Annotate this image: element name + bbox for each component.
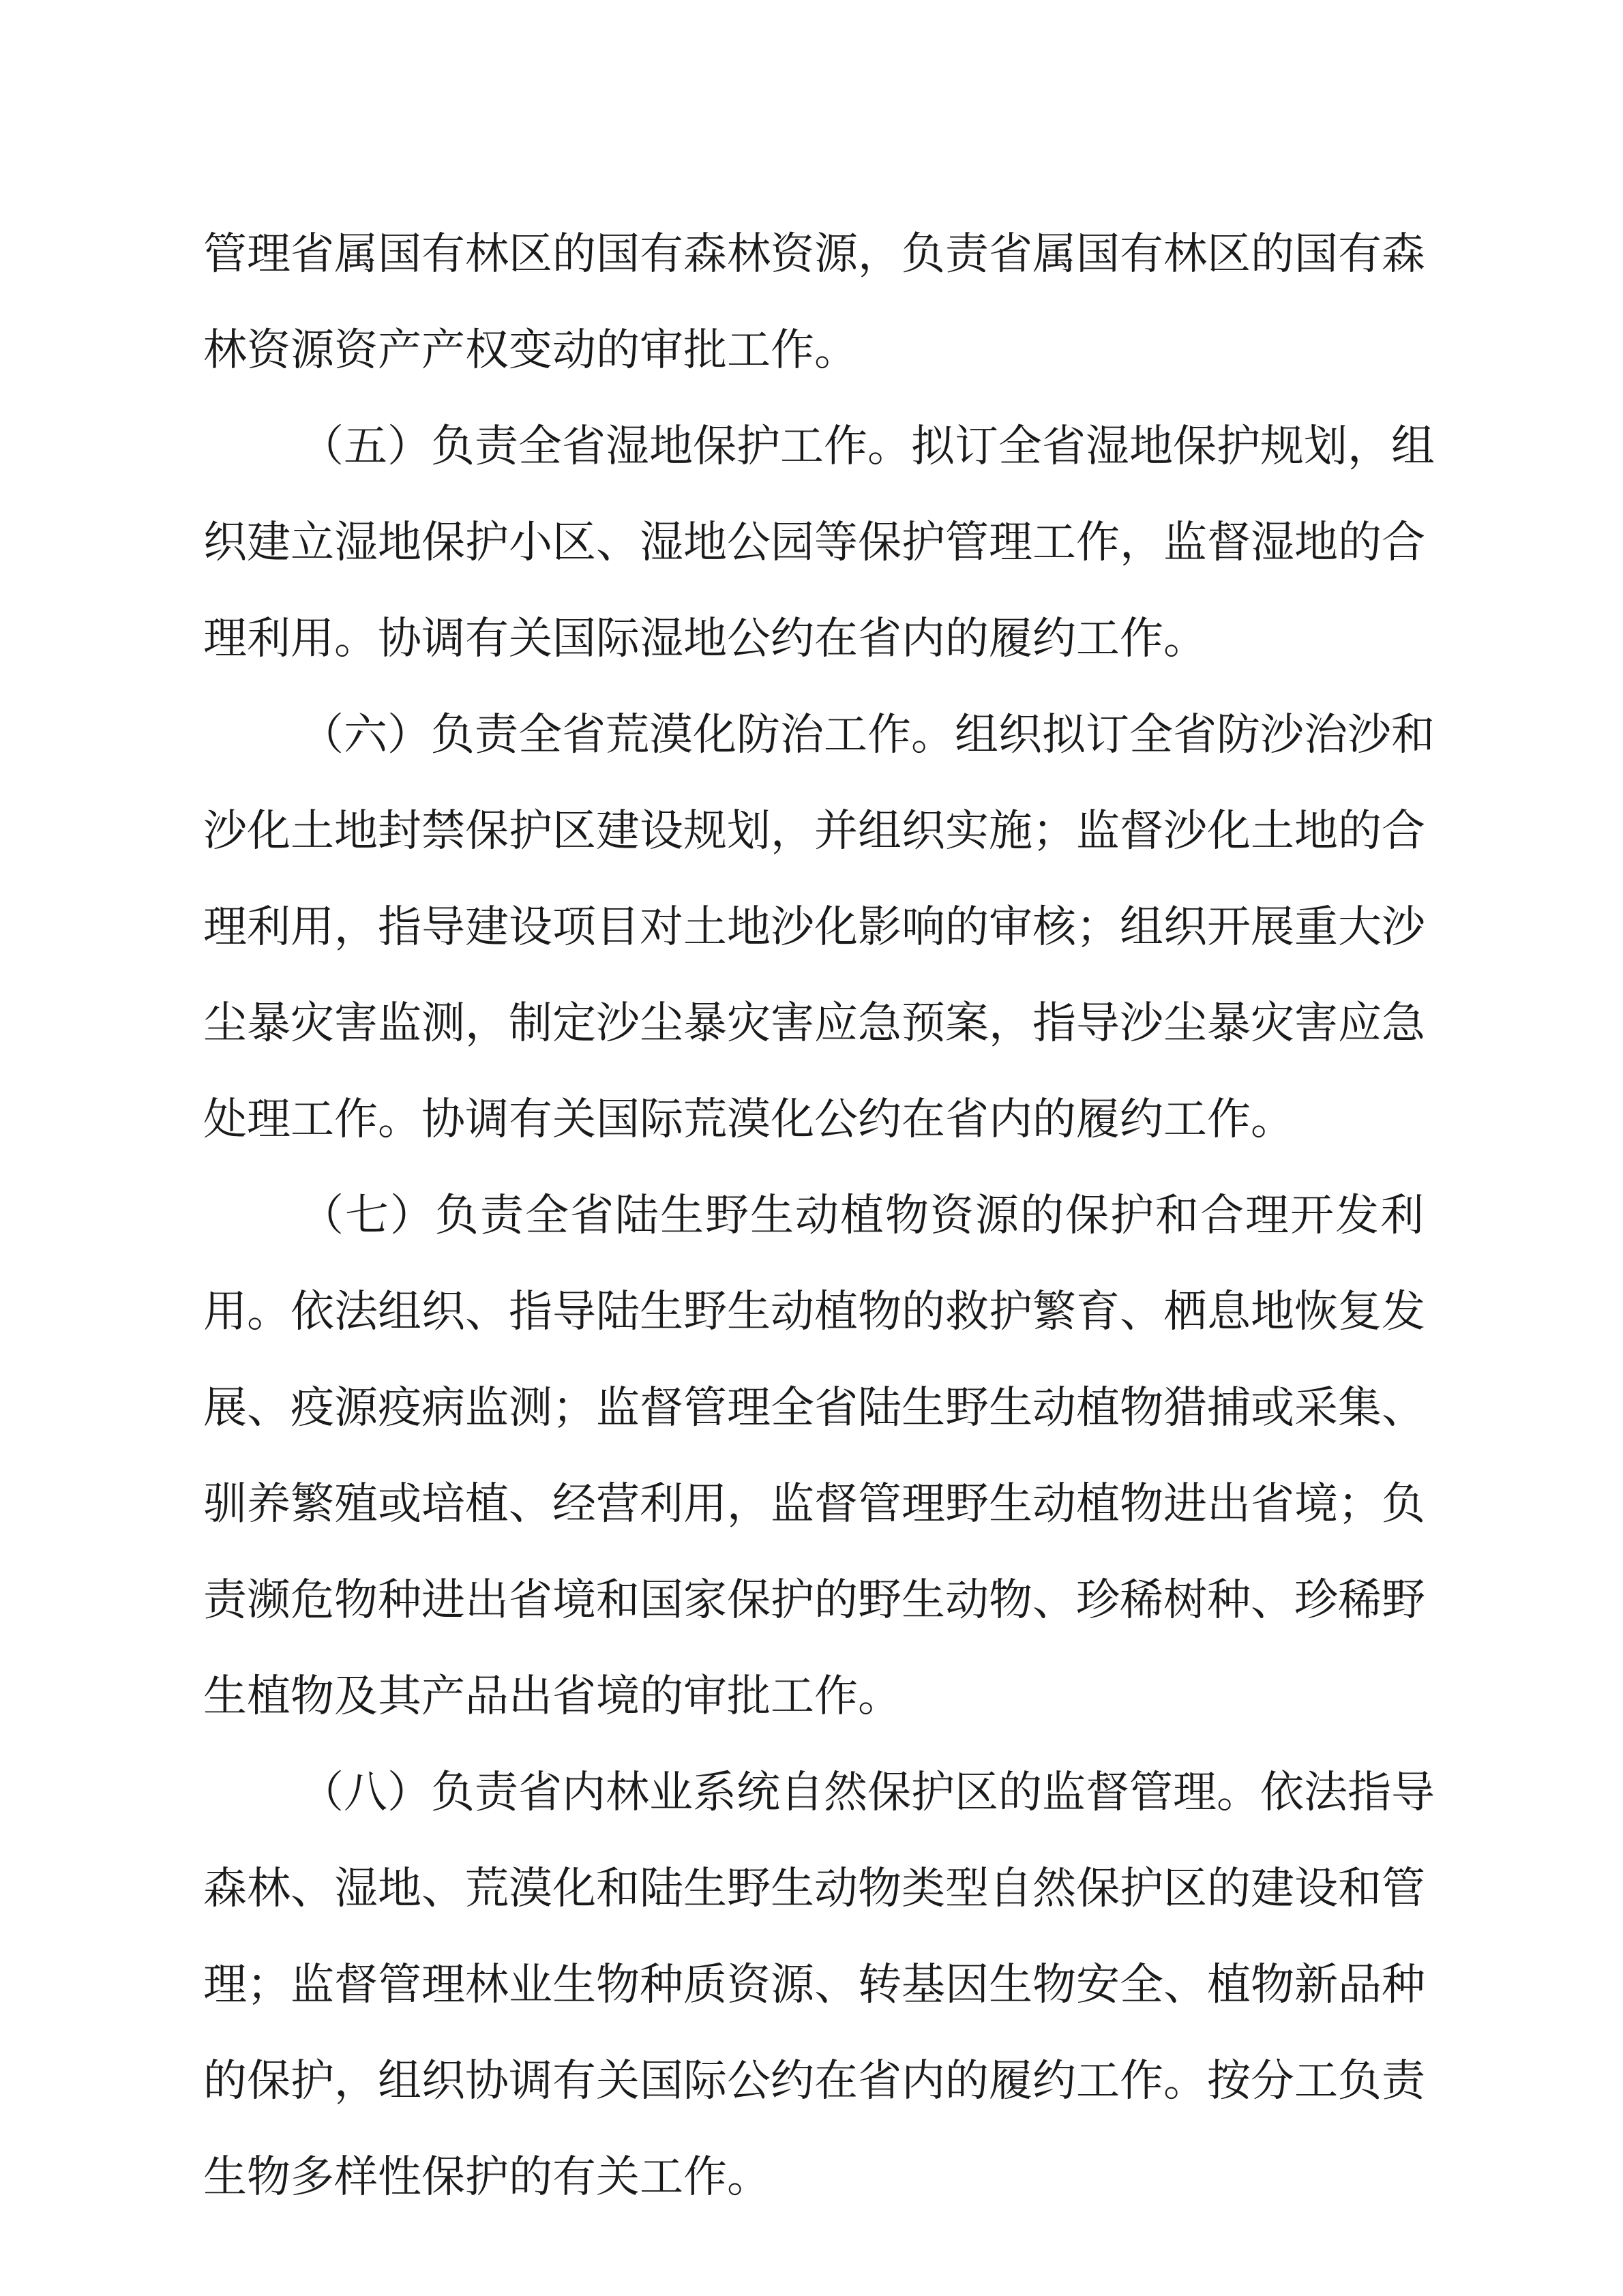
paragraph-4-line-5: 责濒危物种进出省境和国家保护的野生动物、珍稀树种、珍稀野	[203, 1575, 1425, 1626]
paragraph-3-line-3: 理利用，指导建设项目对土地沙化影响的审核；组织开展重大沙	[203, 902, 1425, 953]
paragraph-3-line-2: 沙化土地封禁保护区建设规划，并组织实施；监督沙化土地的合	[203, 806, 1425, 856]
paragraph-2-line-2: 织建立湿地保护小区、湿地公园等保护管理工作，监督湿地的合	[203, 518, 1425, 568]
paragraph-4-line-1: （七）负责全省陆生野生动植物资源的保护和合理开发利	[300, 1191, 1424, 1241]
paragraph-5-line-2: 森林、湿地、荒漠化和陆生野生动物类型自然保护区的建设和管	[203, 1864, 1425, 1914]
paragraph-2-line-1: （五）负责全省湿地保护工作。拟订全省湿地保护规划，组	[300, 421, 1435, 472]
paragraph-2-line-3: 理利用。协调有关国际湿地公约在省内的履约工作。	[203, 614, 1207, 664]
paragraph-4-line-2: 用。依法组织、指导陆生野生动植物的救护繁育、栖息地恢复发	[203, 1287, 1425, 1337]
paragraph-5-line-4: 的保护，组织协调有关国际公约在省内的履约工作。按分工负责	[203, 2056, 1425, 2106]
paragraph-5-line-1: （八）负责省内林业系统自然保护区的监督管理。依法指导	[300, 1768, 1435, 1818]
paragraph-5-line-3: 理；监督管理林业生物种质资源、转基因生物安全、植物新品种	[203, 1960, 1425, 2010]
paragraph-1-line-2: 林资源资产产权变动的审批工作。	[203, 325, 858, 376]
paragraph-3-line-5: 处理工作。协调有关国际荒漠化公约在省内的履约工作。	[203, 1094, 1294, 1145]
paragraph-3-line-1: （六）负责全省荒漠化防治工作。组织拟订全省防沙治沙和	[300, 710, 1435, 760]
paragraph-4-line-4: 驯养繁殖或培植、经营利用，监督管理野生动植物进出省境；负	[203, 1479, 1425, 1530]
paragraph-4-line-3: 展、疫源疫病监测；监督管理全省陆生野生动植物猎捕或采集、	[203, 1383, 1425, 1433]
paragraph-3-line-4: 尘暴灾害监测，制定沙尘暴灾害应急预案，指导沙尘暴灾害应急	[203, 998, 1425, 1049]
paragraph-1-line-1: 管理省属国有林区的国有森林资源，负责省属国有林区的国有森	[203, 229, 1425, 280]
paragraph-4-line-6: 生植物及其产品出省境的审批工作。	[203, 1671, 902, 1722]
paragraph-5-line-5: 生物多样性保护的有关工作。	[203, 2152, 771, 2203]
